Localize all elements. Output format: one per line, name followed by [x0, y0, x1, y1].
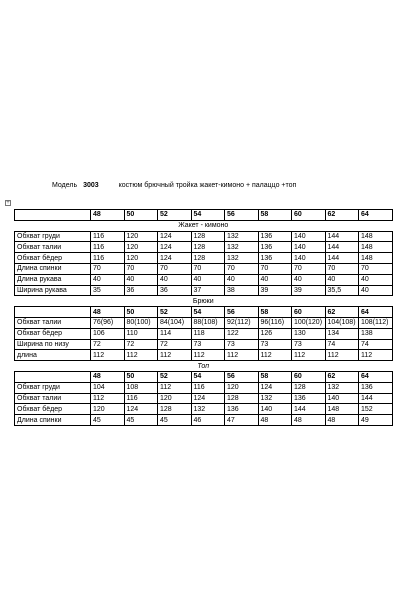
measurement-value: 118: [191, 328, 225, 339]
size-header-cell: 48: [91, 210, 125, 221]
measurement-value: 112: [158, 350, 192, 361]
measurement-label: Обхват талии: [15, 242, 91, 253]
measurement-label: Длина рукава: [15, 274, 91, 285]
size-header-blank-cell: [15, 371, 91, 382]
measurement-value: 148: [359, 231, 393, 242]
size-header-cell: 64: [359, 210, 393, 221]
measurement-label: длина: [15, 350, 91, 361]
measurement-label: Обхват бёдер: [15, 328, 91, 339]
measurement-value: 116: [124, 393, 158, 404]
measurement-value: 40: [359, 285, 393, 296]
measurement-value: 88(108): [191, 317, 225, 328]
measurement-value: 112: [359, 350, 393, 361]
measurement-value: 40: [191, 274, 225, 285]
table-row: [15, 382, 393, 393]
size-header-cell: 52: [158, 210, 192, 221]
measurement-value: 124: [124, 404, 158, 415]
size-header-cell: 50: [124, 210, 158, 221]
measurement-value: 132: [225, 231, 259, 242]
measurement-value: 40: [292, 274, 326, 285]
document-header: [52, 181, 296, 191]
measurement-value: 35,5: [325, 285, 359, 296]
table-row: [15, 415, 393, 426]
size-header-cell: 54: [191, 307, 225, 318]
measurement-value: 112: [124, 350, 158, 361]
measurement-value: 104(108): [325, 317, 359, 328]
measurement-value: 120: [124, 231, 158, 242]
measurement-value: 116: [191, 382, 225, 393]
size-header-cell: 62: [325, 307, 359, 318]
measurement-value: 140: [292, 242, 326, 253]
measurement-value: 148: [359, 242, 393, 253]
measurement-value: 136: [258, 231, 292, 242]
table-row: [15, 350, 393, 361]
size-header-cell: 54: [191, 371, 225, 382]
measurement-value: 144: [325, 231, 359, 242]
measurement-value: 128: [191, 242, 225, 253]
measurement-value: 70: [325, 263, 359, 274]
measurement-value: 126: [258, 328, 292, 339]
measurement-label: Обхват талии: [15, 393, 91, 404]
size-header-row: [15, 210, 393, 221]
measurement-value: 70: [359, 263, 393, 274]
measurement-value: 124: [158, 253, 192, 264]
measurement-value: 120: [225, 382, 259, 393]
measurement-value: 73: [191, 339, 225, 350]
measurement-value: 144: [325, 242, 359, 253]
table-row: [15, 231, 393, 242]
measurement-value: 128: [225, 393, 259, 404]
size-header-cell: 58: [258, 210, 292, 221]
measurement-value: 130: [292, 328, 326, 339]
measurement-value: 38: [225, 285, 259, 296]
measurement-value: 122: [225, 328, 259, 339]
size-header-cell: 52: [158, 307, 192, 318]
measurement-value: 124: [258, 382, 292, 393]
measurement-value: 120: [124, 242, 158, 253]
table-row: [15, 328, 393, 339]
size-header-blank-cell: [15, 210, 91, 221]
measurement-value: 132: [191, 404, 225, 415]
measurement-value: 74: [359, 339, 393, 350]
measurement-value: 112: [325, 350, 359, 361]
measurement-value: 132: [258, 393, 292, 404]
measurement-value: 112: [258, 350, 292, 361]
table-row: [15, 263, 393, 274]
measurement-value: 108(112): [359, 317, 393, 328]
measurement-value: 70: [191, 263, 225, 274]
measurement-value: 49: [359, 415, 393, 426]
measurement-value: 110: [124, 328, 158, 339]
section-title-row: [15, 296, 393, 307]
measurement-value: 48: [292, 415, 326, 426]
measurement-value: 116: [91, 253, 125, 264]
measurement-value: 106: [91, 328, 125, 339]
measurement-value: 144: [325, 253, 359, 264]
measurement-value: 92(112): [225, 317, 259, 328]
measurement-value: 73: [225, 339, 259, 350]
measurement-value: 45: [124, 415, 158, 426]
measurement-value: 72: [91, 339, 125, 350]
section-title: Топ: [15, 361, 393, 372]
model-label: Модель: [52, 182, 78, 189]
measurement-value: 40: [91, 274, 125, 285]
size-header-cell: 64: [359, 371, 393, 382]
measurement-value: 46: [191, 415, 225, 426]
measurement-value: 70: [258, 263, 292, 274]
measurement-value: 138: [359, 328, 393, 339]
measurement-value: 39: [258, 285, 292, 296]
measurement-value: 70: [91, 263, 125, 274]
measurement-value: 128: [292, 382, 326, 393]
measurement-value: 108: [124, 382, 158, 393]
size-header-blank-cell: [15, 307, 91, 318]
measurement-value: 112: [91, 393, 125, 404]
measurement-value: 116: [91, 231, 125, 242]
size-header-cell: 48: [91, 371, 125, 382]
measurement-value: 132: [325, 382, 359, 393]
measurement-value: 140: [325, 393, 359, 404]
measurement-value: 136: [359, 382, 393, 393]
measurement-value: 114: [158, 328, 192, 339]
measurement-value: 39: [292, 285, 326, 296]
measurement-value: 112: [225, 350, 259, 361]
size-header-cell: 54: [191, 210, 225, 221]
size-header-cell: 56: [225, 210, 259, 221]
measurement-value: 128: [158, 404, 192, 415]
measurement-value: 70: [124, 263, 158, 274]
measurement-label: Обхват талии: [15, 317, 91, 328]
measurement-value: 140: [292, 253, 326, 264]
measurement-value: 152: [359, 404, 393, 415]
size-header-cell: 56: [225, 307, 259, 318]
measurement-value: 136: [225, 404, 259, 415]
table-row: [15, 242, 393, 253]
measurement-value: 70: [225, 263, 259, 274]
measurement-value: 48: [325, 415, 359, 426]
measurement-value: 112: [191, 350, 225, 361]
size-header-row: [15, 307, 393, 318]
measurement-value: 140: [292, 231, 326, 242]
size-header-cell: 60: [292, 371, 326, 382]
measurement-label: Обхват груди: [15, 382, 91, 393]
table-row: [15, 253, 393, 264]
size-chart-table: [14, 209, 393, 426]
measurement-label: Ширина рукава: [15, 285, 91, 296]
size-header-cell: 52: [158, 371, 192, 382]
measurement-value: 120: [124, 253, 158, 264]
measurement-value: 36: [124, 285, 158, 296]
measurement-value: 45: [91, 415, 125, 426]
measurement-value: 40: [158, 274, 192, 285]
measurement-value: 136: [292, 393, 326, 404]
table-row: [15, 274, 393, 285]
table-row: [15, 404, 393, 415]
measurement-value: 47: [225, 415, 259, 426]
measurement-value: 112: [158, 382, 192, 393]
measurement-label: Длина спинки: [15, 415, 91, 426]
measurement-value: 124: [158, 242, 192, 253]
measurement-label: Обхват груди: [15, 231, 91, 242]
measurement-label: Ширина по низу: [15, 339, 91, 350]
table-row: [15, 339, 393, 350]
measurement-value: 148: [325, 404, 359, 415]
size-header-cell: 50: [124, 307, 158, 318]
measurement-value: 100(120): [292, 317, 326, 328]
measurement-value: 48: [258, 415, 292, 426]
measurement-value: 74: [325, 339, 359, 350]
table-row: [15, 317, 393, 328]
measurement-value: 73: [258, 339, 292, 350]
measurement-value: 40: [258, 274, 292, 285]
measurement-value: 72: [158, 339, 192, 350]
measurement-value: 45: [158, 415, 192, 426]
measurement-value: 136: [258, 253, 292, 264]
measurement-value: 148: [359, 253, 393, 264]
measurement-value: 128: [191, 231, 225, 242]
measurement-value: 132: [225, 242, 259, 253]
size-header-cell: 58: [258, 307, 292, 318]
section-title: Жакет - кимоно: [15, 220, 393, 231]
measurement-value: 140: [258, 404, 292, 415]
measurement-value: 73: [292, 339, 326, 350]
measurement-value: 112: [292, 350, 326, 361]
measurement-value: 120: [91, 404, 125, 415]
model-number: 3003: [83, 182, 99, 189]
measurement-value: 40: [359, 274, 393, 285]
section-title-row: [15, 361, 393, 372]
measurement-value: 72: [124, 339, 158, 350]
measurement-label: Длина спинки: [15, 263, 91, 274]
size-header-cell: 56: [225, 371, 259, 382]
measurement-value: 120: [158, 393, 192, 404]
measurement-value: 128: [191, 253, 225, 264]
measurement-value: 134: [325, 328, 359, 339]
measurement-value: 70: [292, 263, 326, 274]
measurement-value: 104: [91, 382, 125, 393]
table-move-handle-icon[interactable]: +: [6, 200, 10, 206]
measurement-value: 80(100): [124, 317, 158, 328]
measurement-value: 35: [91, 285, 125, 296]
measurement-value: 76(96): [91, 317, 125, 328]
model-description: костюм брючный тройка жакет-кимоно + палаццо +топ: [118, 182, 297, 189]
measurement-value: 70: [158, 263, 192, 274]
size-header-row: [15, 371, 393, 382]
measurement-value: 144: [292, 404, 326, 415]
measurement-value: 116: [91, 242, 125, 253]
size-header-cell: 60: [292, 307, 326, 318]
measurement-value: 40: [225, 274, 259, 285]
section-title: Брюки: [15, 296, 393, 307]
table-row: [15, 393, 393, 404]
measurement-value: 36: [158, 285, 192, 296]
measurement-value: 84(104): [158, 317, 192, 328]
measurement-value: 37: [191, 285, 225, 296]
measurement-value: 124: [191, 393, 225, 404]
size-header-cell: 60: [292, 210, 326, 221]
size-header-cell: 62: [325, 210, 359, 221]
measurement-value: 112: [91, 350, 125, 361]
size-header-cell: 64: [359, 307, 393, 318]
measurement-value: 136: [258, 242, 292, 253]
measurement-value: 40: [325, 274, 359, 285]
size-header-cell: 48: [91, 307, 125, 318]
measurement-value: 132: [225, 253, 259, 264]
measurement-label: Обхват бёдер: [15, 404, 91, 415]
measurement-value: 144: [359, 393, 393, 404]
measurement-value: 124: [158, 231, 192, 242]
measurement-value: 40: [124, 274, 158, 285]
size-header-cell: 62: [325, 371, 359, 382]
size-header-cell: 58: [258, 371, 292, 382]
section-title-row: [15, 220, 393, 231]
size-header-cell: 50: [124, 371, 158, 382]
measurement-value: 96(116): [258, 317, 292, 328]
measurement-label: Обхват бёдер: [15, 253, 91, 264]
table-row: [15, 285, 393, 296]
